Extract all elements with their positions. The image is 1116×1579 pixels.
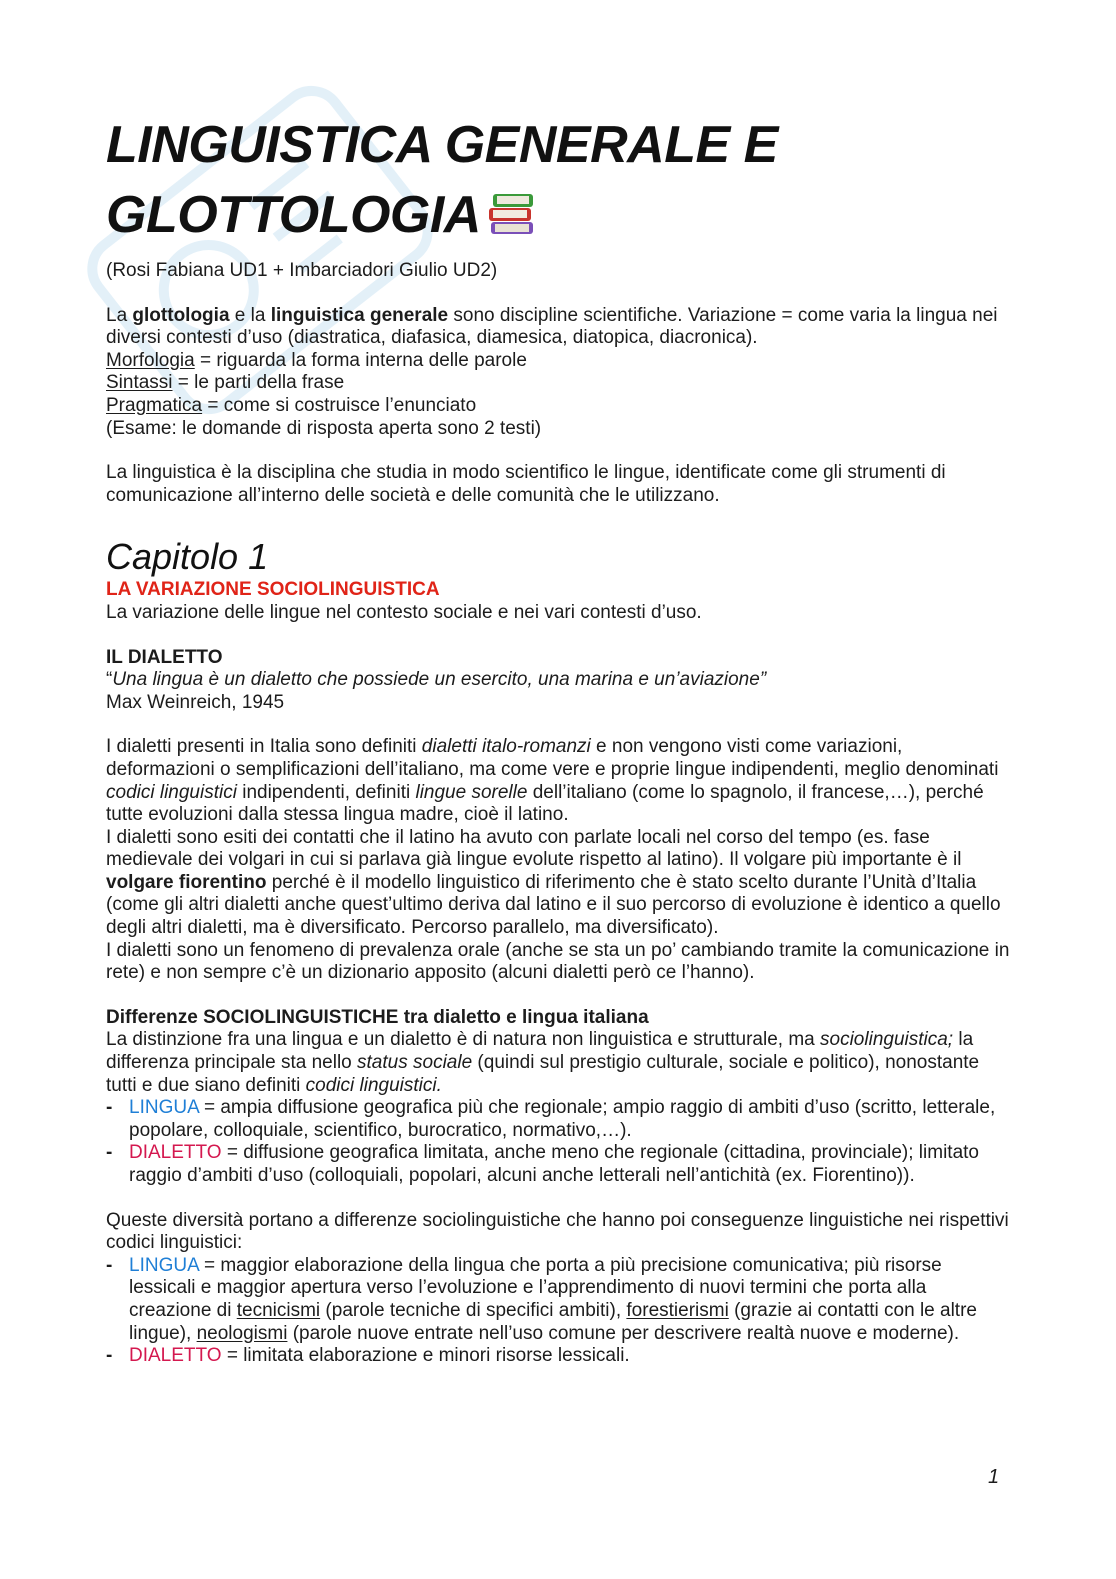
definition-sintassi: Sintassi = le parti della frase <box>106 372 345 394</box>
linguistics-definition: La linguistica è la disciplina che studia in modo scientifico le lingue, identificate come gli strumenti di comunicazione all’interno delle società e delle comunità che le utilizzano. <box>106 462 946 506</box>
page-number: 1 <box>988 1466 1000 1488</box>
section-heading: LA VARIAZIONE SOCIOLINGUISTICA <box>106 579 440 601</box>
linguistic-consequences-list <box>106 1255 1011 1368</box>
dialetto-paragraph-1: I dialetti presenti in Italia sono definiti dialetti italo-romanzi e non vengono visti come variazioni, deformazioni o semplificazioni dell’italiano, ma come vere e proprie lingue indipendenti, meglio denominati codici linguistici indipendenti, definiti lingue sorelle dell’italiano (come lo spagnolo, il francese,…), perché tutte evoluzioni dalla stessa lingua madre, cioè il latino. <box>106 736 999 826</box>
intro-paragraph: La glottologia e la linguistica generale sono discipline scientifiche. Variazione = come varia la lingua nei diversi contesti d’uso (diastratica, diafasica, diamesica, diatopica, diacronica). <box>106 304 998 349</box>
quote-author: Max Weinreich, 1945 <box>106 691 285 713</box>
sociolinguistic-differences-list <box>106 1097 1011 1187</box>
dash-bullet: - <box>106 1345 113 1367</box>
list-item-dialetto-consequences: - DIALETTO = limitata elaborazione e minori risorse lessicali. <box>106 1345 630 1367</box>
list-item-dialetto: - DIALETTO = diffusione geografica limitata, anche meno che regionale (cittadina, provinciale); limitato raggio d’ambiti d’uso (colloquiali, popolari, alcuni anche letterali nell’antichità (ex. Fiorentino)). <box>106 1142 979 1186</box>
dialetto-heading: IL DIALETTO <box>106 646 223 668</box>
dialetto-paragraph-2: I dialetti sono esiti dei contatti che il latino ha avuto con parlate locali nel corso del tempo (es. fase medievale dei volgari in cui si parlava già lingue evolute rispetto al latino). Il volgare più importante è il volgare fiorentino perché è il modello linguistico di riferimento che è stato scelto durante l’Unità d’Italia (come gli altri dialetti anche quest’ultimo deriva dal latino e il suo percorso di evoluzione è identico a quello degli altri dialetti, ma è diversificato. Percorso parallelo, ma diversificato). <box>106 826 1001 939</box>
dialetto-paragraph-3: I dialetti sono un fenomeno di prevalenza orale (anche se sta un po’ cambiando tramite la comunicazione in rete) e non sempre c’è un dizionario apposito (alcuni dialetti però ce l’hanno). <box>106 939 1010 984</box>
page-content <box>106 108 1011 1368</box>
dash-bullet: - <box>106 1142 113 1164</box>
list-item-lingua: - LINGUA = ampia diffusione geografica più che regionale; ampio raggio di ambiti d’uso (scritto, letterale, popolare, colloquiale, scientifico, burocratico, normativo,…). <box>106 1097 996 1141</box>
title-line-1: LINGUISTICA GENERALE E <box>106 116 778 174</box>
consequences-paragraph: Queste diversità portano a differenze sociolinguistiche che hanno poi conseguenze linguistiche nei rispettivi codici linguistici: <box>106 1209 1009 1254</box>
definition-pragmatica: Pragmatica = come si costruisce l’enunciato <box>106 394 477 416</box>
differenze-paragraph: La distinzione fra una lingua e un dialetto è di natura non linguistica e strutturale, ma sociolinguistica; la differenza principale sta nello status sociale (quindi sul prestigio culturale, sociale e politico), nonostante tutti e due siano definiti codici linguistici. <box>106 1029 980 1096</box>
differenze-heading: Differenze SOCIOLINGUISTICHE tra dialetto e lingua italiana <box>106 1006 649 1028</box>
document-title <box>106 110 1011 256</box>
books-icon <box>487 186 537 256</box>
authors-line: (Rosi Fabiana UD1 + Imbarciadori Giulio UD2) <box>106 260 498 281</box>
title-line-2: GLOTTOLOGIA <box>106 180 1011 256</box>
exam-note: (Esame: le domande di risposta aperta sono 2 testi) <box>106 417 542 439</box>
weinreich-quote: “Una lingua è un dialetto che possiede un esercito, una marina e un’aviazione” <box>106 669 767 691</box>
list-item-lingua-consequences: - LINGUA = maggior elaborazione della lingua che porta a più precisione comunicativa; più risorse lessicali e maggior apertura verso l’evoluzione e l’apprendimento di nuovi termini che porta alla creazione di tecnicismi (parole tecniche di specifici ambiti), forestierismi (grazie ai contatti con le altre lingue), neologismi (parole nuove entrate nell’uso comune per descrivere realtà nuove e moderne). <box>106 1254 977 1344</box>
section-description: La variazione delle lingue nel contesto sociale e nei vari contesti d’uso. <box>106 601 702 623</box>
chapter-title: Capitolo 1 <box>106 536 269 578</box>
dash-bullet: - <box>106 1097 113 1119</box>
definition-morfologia: Morfologia = riguarda la forma interna delle parole <box>106 349 527 371</box>
dash-bullet: - <box>106 1254 113 1276</box>
